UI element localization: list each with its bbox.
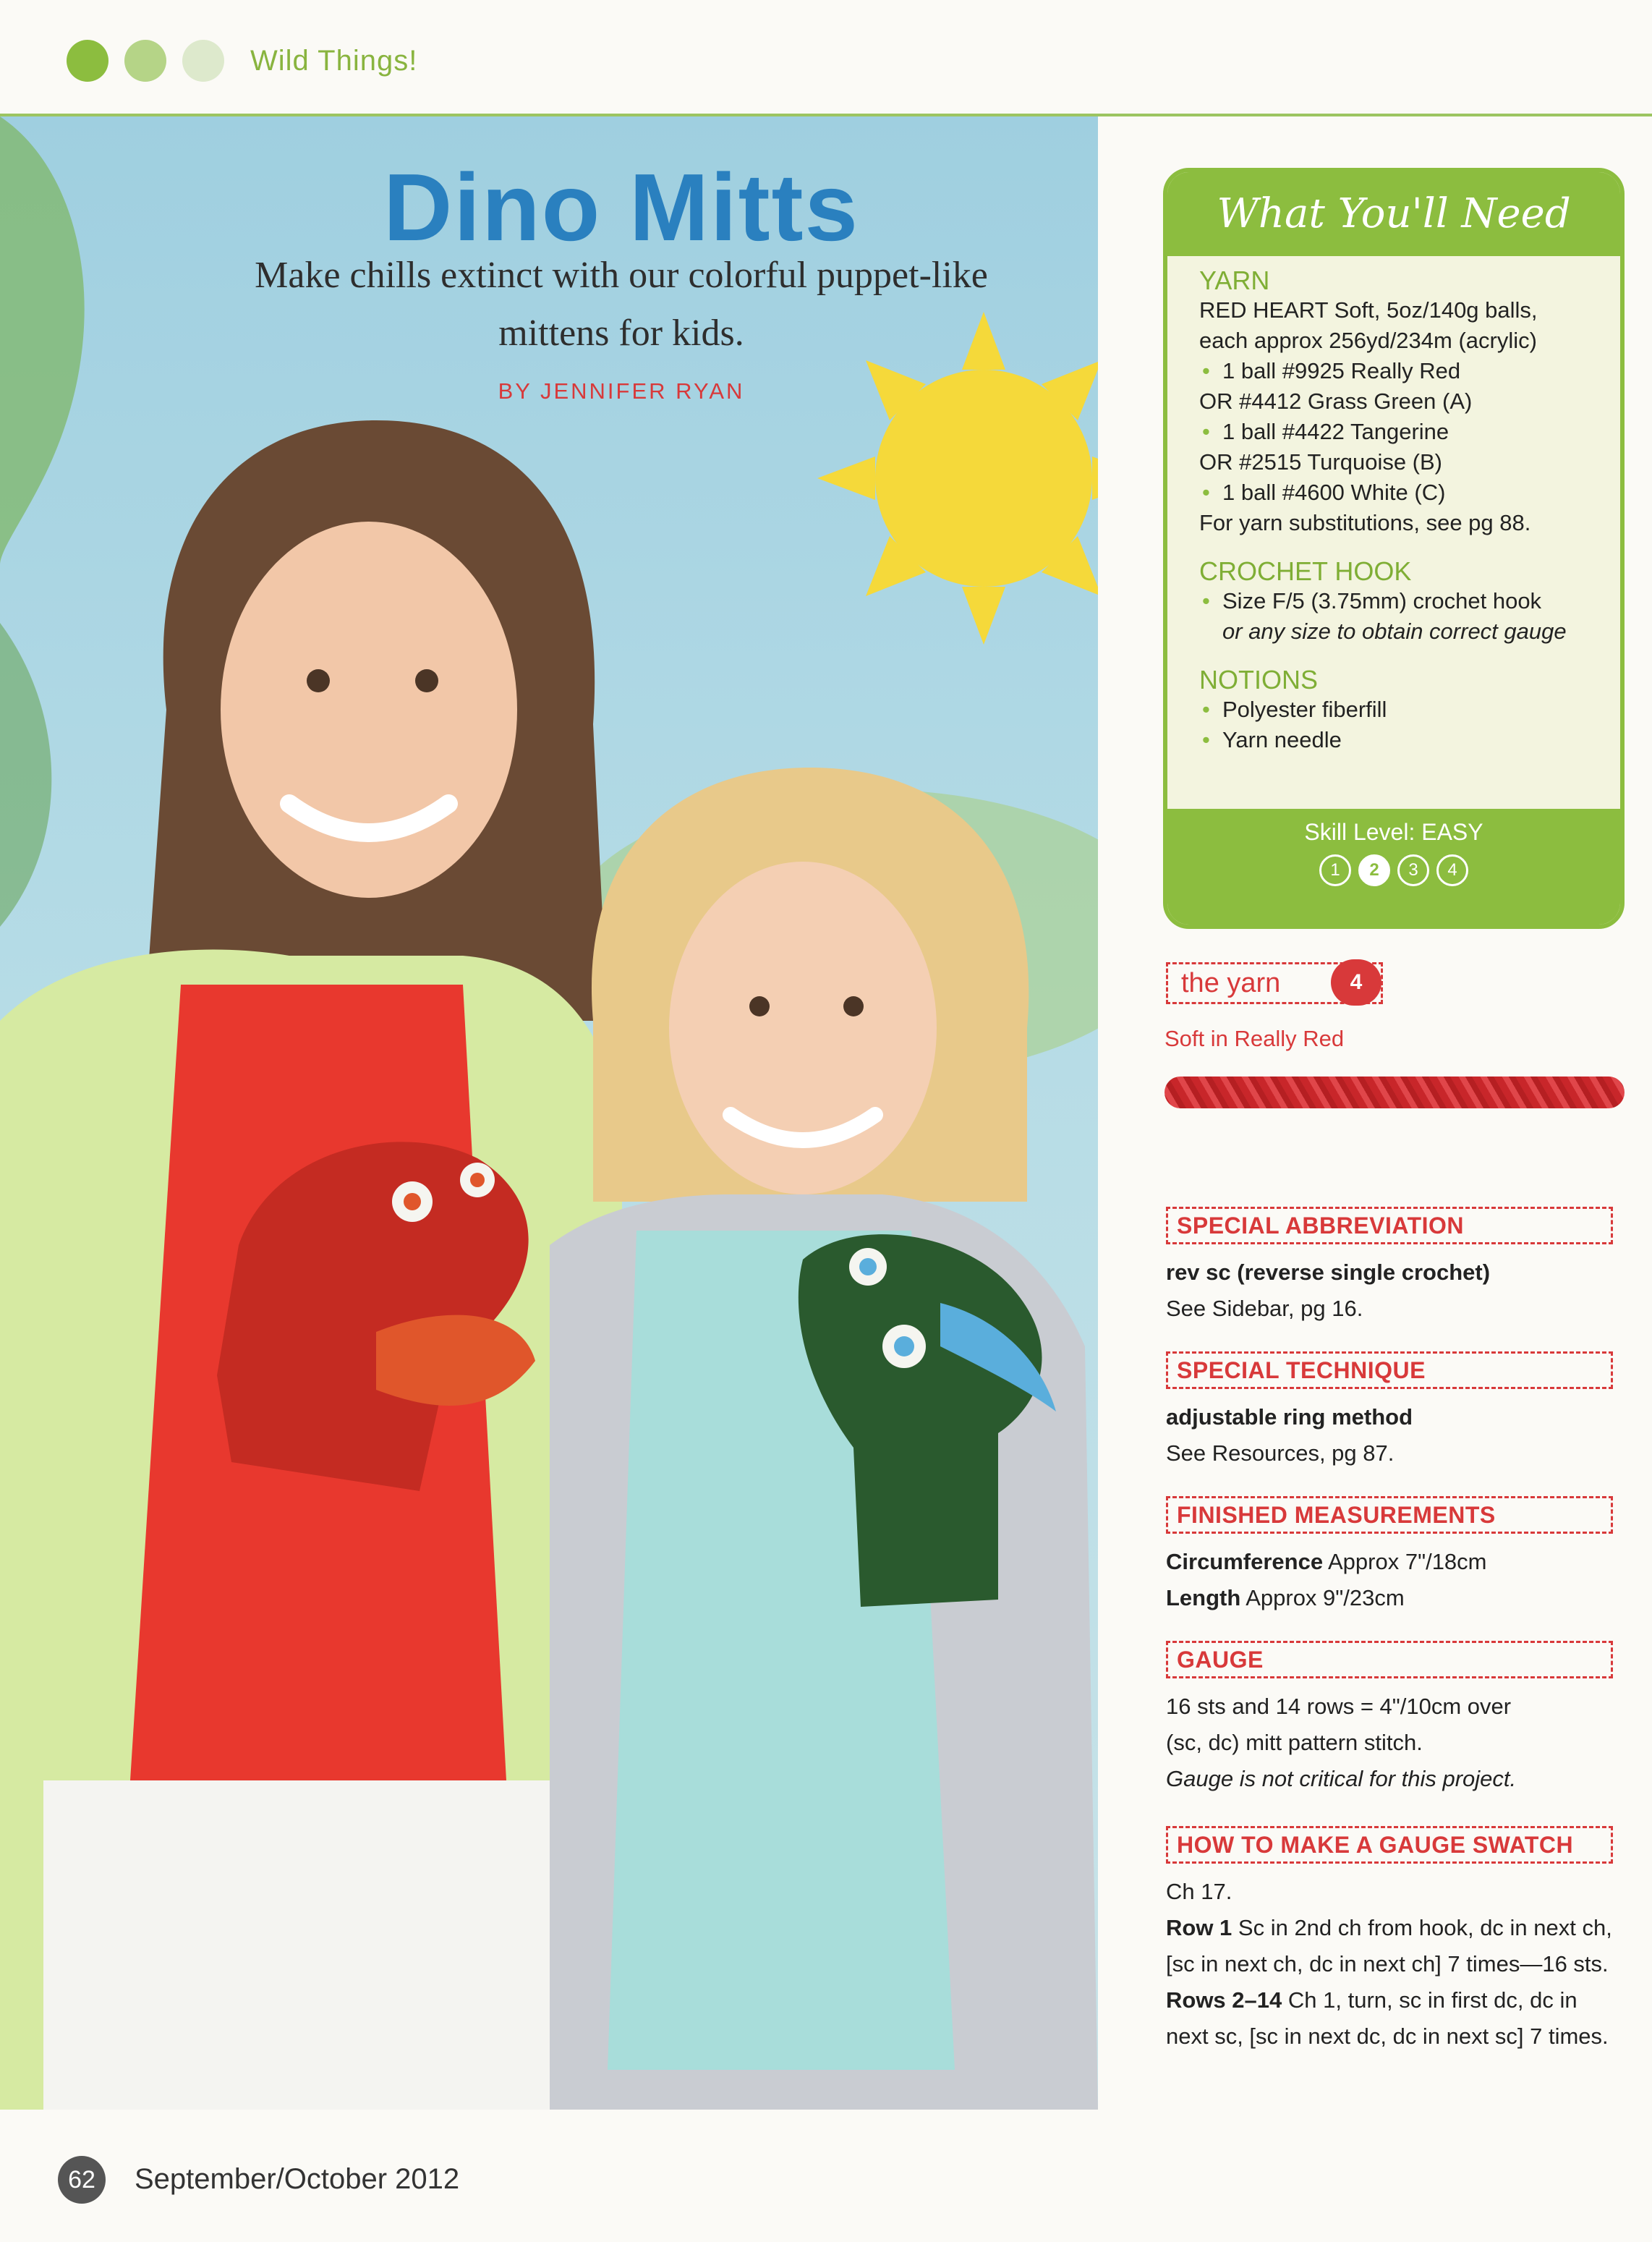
finished-measurements-section xyxy=(1166,1496,1613,1616)
yarn-line: each approx 256yd/234m (acrylic) xyxy=(1199,328,1537,353)
section-heading: SPECIAL TECHNIQUE xyxy=(1166,1351,1613,1389)
length-line xyxy=(1166,1580,1613,1616)
yarn-line: RED HEART Soft, 5oz/140g balls, xyxy=(1199,297,1538,323)
photo-illustration xyxy=(0,116,1098,2110)
article-title: Dino Mitts xyxy=(383,154,859,260)
hook-line: • Size F/5 (3.75mm) crochet hook xyxy=(1199,586,1604,616)
notions-item: • Polyester fiberfill xyxy=(1199,695,1604,725)
gauge-note: Gauge is not critical for this project. xyxy=(1166,1766,1517,1791)
gauge-line: 16 sts and 14 rows = 4"/10cm over xyxy=(1166,1694,1512,1719)
page-number: 62 xyxy=(58,2156,106,2204)
skill-circle-selected: 2 xyxy=(1358,854,1390,886)
row-label: Rows 2–14 xyxy=(1166,1987,1282,2013)
row-text: Ch 1, turn, sc in first dc, dc in next sc, [sc in next dc, dc in next sc] 7 times. xyxy=(1166,1987,1609,2049)
row-label: Row 1 xyxy=(1166,1915,1232,1940)
issue-date: September/October 2012 xyxy=(135,2163,460,2195)
yarn-item: • 1 ball #4422 Tangerine xyxy=(1199,417,1604,447)
abbreviation-term: rev sc (reverse single crochet) xyxy=(1166,1260,1491,1285)
gauge-section xyxy=(1166,1641,1613,1797)
swatch-row-1 xyxy=(1166,1910,1613,1982)
special-technique-section xyxy=(1166,1351,1613,1472)
page-footer xyxy=(0,2141,1652,2242)
circumference-value: Approx 7"/18cm xyxy=(1323,1549,1487,1574)
article-byline: BY JENNIFER RYAN xyxy=(498,378,745,404)
circumference-label: Circumference xyxy=(1166,1549,1324,1574)
skill-circle: 4 xyxy=(1436,854,1468,886)
skill-level-label: Skill Level: EASY xyxy=(1304,819,1483,845)
technique-term: adjustable ring method xyxy=(1166,1404,1413,1430)
section-body xyxy=(1166,1689,1613,1797)
skill-level-circles xyxy=(1167,854,1620,886)
yarn-weight-badge: 4 xyxy=(1331,959,1381,1006)
yarn-item: OR #4412 Grass Green (A) xyxy=(1199,388,1473,414)
gauge-line: (sc, dc) mitt pattern stitch. xyxy=(1166,1730,1423,1755)
yarn-item: OR #2515 Turquoise (B) xyxy=(1199,449,1443,475)
hook-heading: CROCHET HOOK xyxy=(1199,556,1412,586)
the-yarn-tag: the yarn xyxy=(1166,962,1383,1004)
article-subtitle: Make chills extinct with our colorful puppet-like mittens for kids. xyxy=(255,255,988,354)
yarn-item: • 1 ball #9925 Really Red xyxy=(1199,356,1604,386)
section-heading: FINISHED MEASUREMENTS xyxy=(1166,1496,1613,1534)
yarn-strand-image xyxy=(1165,1077,1625,1108)
yarn-heading: YARN xyxy=(1199,266,1270,295)
skill-circle: 3 xyxy=(1397,854,1429,886)
header-dot xyxy=(124,40,166,82)
section-heading: HOW TO MAKE A GAUGE SWATCH xyxy=(1166,1826,1613,1864)
special-abbreviation-section xyxy=(1166,1207,1613,1327)
swatch-rows-2-14 xyxy=(1166,1982,1613,2055)
length-value: Approx 9"/23cm xyxy=(1240,1585,1405,1610)
what-you-need-box xyxy=(1163,168,1625,929)
row-text: Sc in 2nd ch from hook, dc in next ch, [sc in next ch, dc in next ch] 7 times—16 sts. xyxy=(1166,1915,1612,1976)
section-body xyxy=(1166,1254,1613,1327)
section-label: Wild Things! xyxy=(250,45,418,77)
section-heading: SPECIAL ABBREVIATION xyxy=(1166,1207,1613,1244)
circumference-line xyxy=(1166,1544,1613,1580)
yarn-note: For yarn substitutions, see pg 88. xyxy=(1199,510,1531,535)
length-label: Length xyxy=(1166,1585,1241,1610)
what-you-need-header xyxy=(1167,172,1620,256)
technique-ref: See Resources, pg 87. xyxy=(1166,1440,1395,1466)
page-header xyxy=(0,0,1652,116)
abbreviation-ref: See Sidebar, pg 16. xyxy=(1166,1296,1363,1321)
section-body xyxy=(1166,1544,1613,1616)
section-body xyxy=(1166,1399,1613,1472)
skill-level-bar xyxy=(1167,809,1620,925)
hero-photo xyxy=(0,116,1098,2110)
what-you-need-body xyxy=(1199,266,1604,755)
header-dot xyxy=(182,40,224,82)
gauge-swatch-section xyxy=(1166,1826,1613,2055)
yarn-item: • 1 ball #4600 White (C) xyxy=(1199,477,1604,508)
section-body xyxy=(1166,1874,1613,2055)
skill-circle: 1 xyxy=(1319,854,1351,886)
notions-heading: NOTIONS xyxy=(1199,665,1319,695)
yarn-name: Soft in Really Red xyxy=(1165,1026,1345,1051)
section-heading: GAUGE xyxy=(1166,1641,1613,1678)
swatch-chain: Ch 17. xyxy=(1166,1879,1232,1904)
hook-line: or any size to obtain correct gauge xyxy=(1222,619,1567,644)
what-you-need-title: What You'll Need xyxy=(1217,190,1571,237)
notions-item: • Yarn needle xyxy=(1199,725,1604,755)
header-dot xyxy=(67,40,108,82)
